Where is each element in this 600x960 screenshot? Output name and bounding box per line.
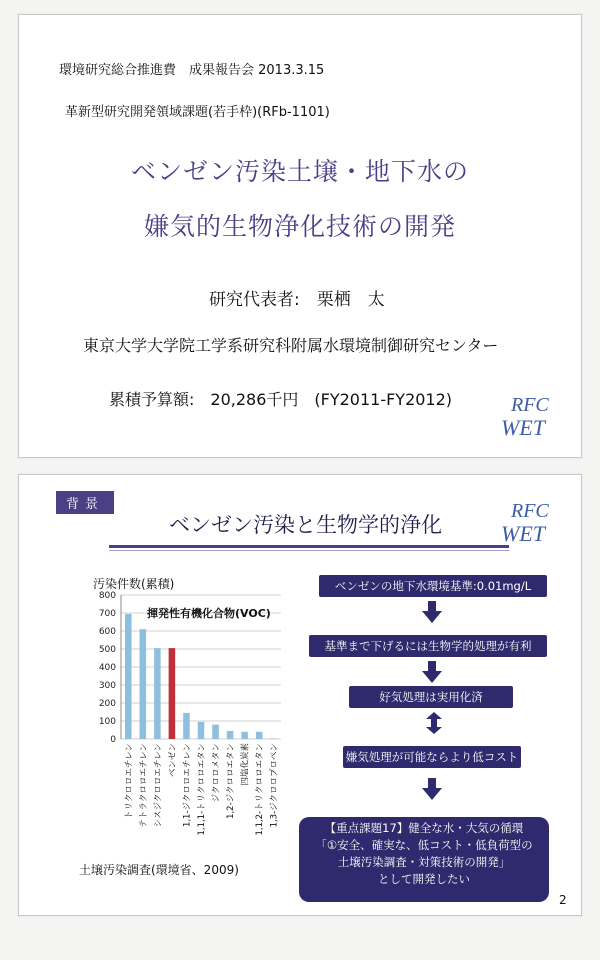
source-note: 土壌汚染調査(環境省、2009) (79, 863, 239, 877)
bar (154, 648, 161, 739)
category-label: 1,1,1-トリクロロエタン (197, 743, 207, 836)
category-label: トリクロロエチレン (124, 743, 135, 819)
budget: 累積予算額: 20,286千円 (FY2011-FY2012) (109, 390, 453, 409)
y-tick-label: 700 (98, 609, 116, 619)
page-number: 2 (559, 893, 567, 907)
bar (183, 713, 190, 739)
chart-subtitle: 揮発性有機化合物(VOC) (147, 607, 271, 620)
title-underline (109, 545, 509, 548)
category-label: 1,1,2-トリクロロエタン (255, 743, 266, 836)
bar (212, 725, 219, 739)
key-issue-box (299, 817, 549, 902)
y-tick-label: 500 (98, 645, 116, 655)
affiliation: 東京大学大学院工学系研究科附属水環境制御研究センター (83, 336, 499, 355)
y-tick-label: 800 (98, 591, 116, 601)
bar (198, 722, 205, 739)
category-label: 1,3-ジクロロプロペン (269, 743, 280, 828)
bar (241, 732, 248, 739)
logo-line-1: RFC (511, 394, 549, 416)
y-tick-label: 400 (98, 663, 116, 673)
category-label: ジクロロメタン (211, 743, 222, 803)
double-arrow-icon (423, 712, 445, 734)
report-header: 環境研究総合推進費 成果報告会 2013.3.15 (59, 63, 325, 78)
rfc-wet-logo (493, 387, 563, 443)
section-tag: 背景 (56, 491, 114, 514)
flow-box-biological: 基準まで下げるには生物学的処理が有利 (309, 635, 547, 657)
voc-bar-chart (81, 585, 291, 857)
y-tick-label: 200 (98, 699, 116, 709)
flow-box-standard: ベンゼンの地下水環境基準:0.01mg/L (319, 575, 547, 597)
bar (270, 738, 277, 739)
bar (227, 731, 234, 739)
title-underline-thin (109, 550, 509, 551)
flow-box-anaerobic: 嫌気処理が可能ならより低コスト (343, 746, 521, 768)
category-label: テトラクロロエチレン (138, 743, 149, 828)
chart-ylabel: 汚染件数(累積) (93, 577, 175, 591)
project-code: 革新型研究開発領域課題(若手枠)(RFb-1101) (65, 105, 330, 120)
bar (140, 629, 147, 739)
category-label: シスジクロロエチレン (153, 743, 164, 828)
key-issue-line-4: として開発したい (378, 872, 470, 886)
title-line-1: ベンゼン汚染土壌・地下水の (130, 157, 469, 186)
slide-title: ベンゼン汚染と生物学的浄化 (169, 513, 442, 537)
slide-2 (18, 474, 582, 916)
key-issue-line-3: 土壌汚染調査・対策技術の開発」 (337, 855, 511, 869)
key-issue-line-2: 「①安全、確実な、低コスト・低負荷型の (315, 838, 533, 852)
down-arrow-icon (421, 778, 443, 800)
y-tick-label: 600 (98, 627, 116, 637)
y-tick-label: 0 (110, 735, 116, 745)
bar (169, 648, 176, 739)
slide-1 (18, 14, 582, 458)
key-issue-line-1: 【重点課題17】健全な水・大気の循環 (324, 821, 524, 835)
y-tick-label: 100 (98, 717, 116, 727)
category-label: ベンゼン (167, 743, 178, 778)
logo-line-2: WET (501, 521, 545, 546)
category-label: 1,2-ジクロロエタン (226, 743, 237, 819)
logo-line-1: RFC (511, 500, 549, 522)
title-line-2: 嫌気的生物浄化技術の開発 (143, 212, 456, 241)
category-label: 1,1-ジクロロエチレン (182, 743, 193, 828)
representative: 研究代表者: 栗栖 太 (209, 290, 385, 310)
logo-line-2: WET (501, 415, 545, 440)
down-arrow-icon (421, 601, 443, 623)
bar (125, 614, 132, 739)
bar (256, 732, 263, 739)
flow-box-aerobic: 好気処理は実用化済 (349, 686, 513, 708)
rfc-wet-logo (493, 493, 563, 549)
y-tick-label: 300 (98, 681, 116, 691)
down-arrow-icon (421, 661, 443, 683)
category-label: 四塩化炭素 (240, 743, 251, 786)
